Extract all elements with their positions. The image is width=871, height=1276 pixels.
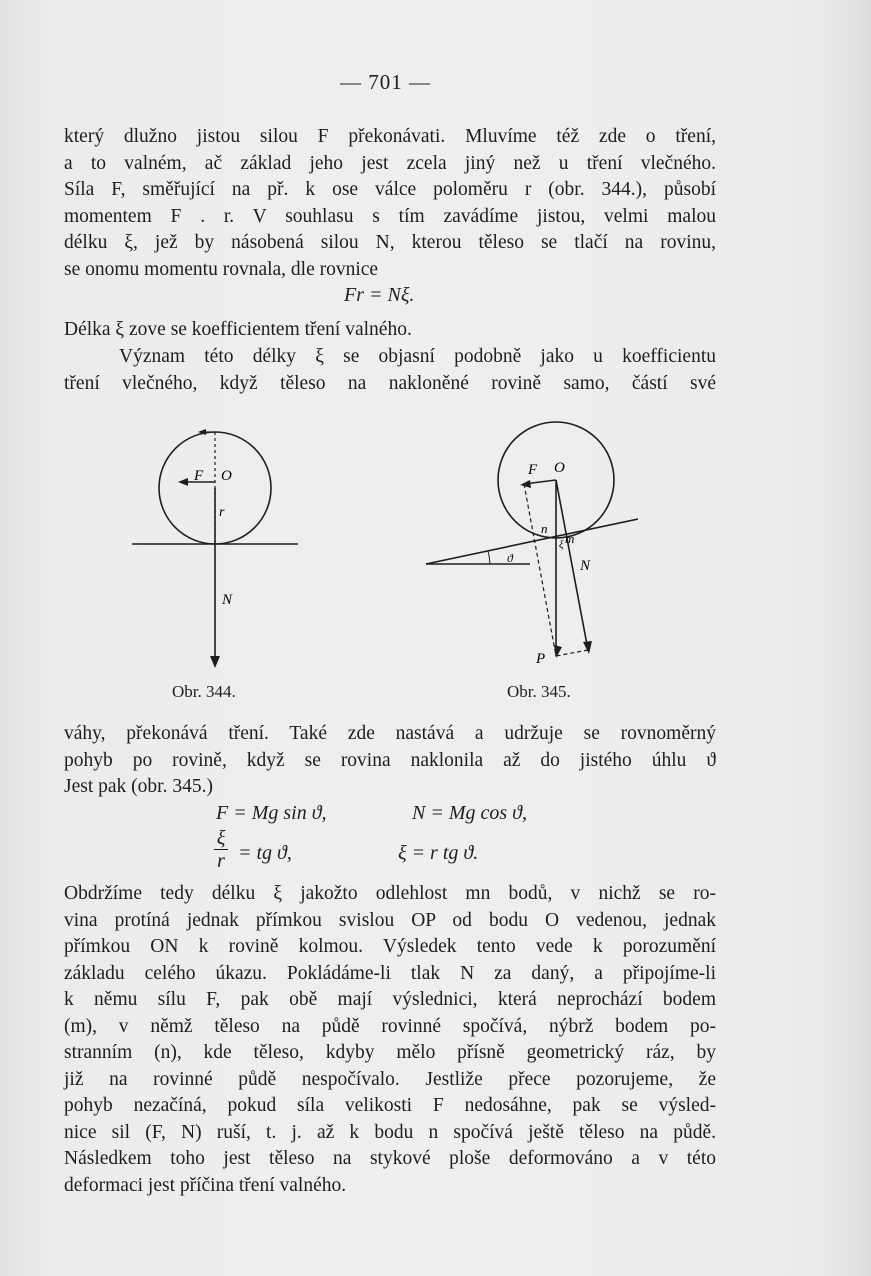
label-r: r: [219, 505, 225, 520]
paragraph-3: [64, 344, 716, 397]
caption-344: Obr. 344.: [172, 682, 236, 701]
figure-345: [420, 418, 650, 680]
paragraph-5: [64, 881, 716, 1199]
figure-344: [120, 418, 310, 680]
fraction-denominator: r: [217, 850, 225, 872]
fraction-xi-over-r: [214, 828, 228, 871]
label-o: O: [221, 468, 232, 484]
label-f: F: [194, 468, 204, 484]
equation-xi: ξ = r tg ϑ.: [398, 842, 479, 864]
equation-n: N = Mg cos ϑ,: [412, 802, 527, 824]
text-line: Obdržíme tedy délku ξ jakožto odlehlost mn bodů, v nichž se ro-: [64, 883, 716, 904]
label-theta: ϑ: [507, 551, 513, 565]
label-f: F: [528, 462, 538, 478]
text-line: vina protíná jednak přímkou svislou OP od bodu O vedenou, jednak: [64, 909, 716, 931]
resultant-dashed: [524, 484, 556, 656]
fraction-numerator: ξ: [216, 827, 226, 849]
text-line: stranním (n), kde těleso, kdyby mělo přísně geometrický ráz, by: [64, 1042, 716, 1063]
text-line: Význam této délky ξ se objasní podobně jako u koefficientu: [119, 346, 716, 367]
text-line: se onomu momentu rovnala, dle rovnice: [64, 258, 379, 280]
arrow-n-icon: [583, 641, 592, 654]
arrow-f-icon: [520, 480, 531, 488]
text-line: k němu sílu F, pak obě mají výslednici, která neprochází bodem: [64, 989, 716, 1010]
text-line: délku ξ, jež by násobená silou N, kterou těleso se tlačí na rovinu,: [64, 232, 716, 253]
label-n: N: [222, 592, 233, 608]
text-line: nice sil (F, N) ruší, t. j. až k bodu n spočívá ještě těleso na půdě.: [64, 1121, 716, 1143]
text-line: pohyb nezačíná, pokud síla velikosti F nedosáhne, pak se výsled-: [64, 1095, 716, 1116]
label-xi: ξ: [559, 539, 564, 551]
text-line: váhy, překonává tření. Také zde nastává a udržuje se rovnoměrný: [64, 723, 716, 744]
text-line: Následkem toho jest těleso na stykové ploše deformováno a v této: [64, 1148, 716, 1169]
text-line: již na rovinné půdě nespočívalo. Jestliže přece pozorujeme, že: [64, 1068, 716, 1090]
text-line: základu celého úkazu. Pokládáme-li tlak N za daný, a připojíme-li: [64, 962, 716, 984]
paragraph-4: [64, 721, 716, 801]
text-line: který dlužno jistou silou F překonávati. Mluvíme též zde o tření,: [64, 126, 716, 147]
label-o: O: [554, 460, 565, 476]
label-p: P: [536, 651, 546, 667]
label-n-point: n: [541, 521, 548, 536]
text-line: tření vlečného, když těleso na nakloněné rovině samo, částí své: [64, 372, 716, 394]
paragraph-1: [64, 124, 716, 283]
text-line: momentem F . r. V souhlasu s tím zavádíme jistou, velmi malou: [64, 205, 716, 227]
caption-345: Obr. 345.: [507, 682, 571, 701]
text-line: pohyb po rovině, když se rovina naklonila až do jistého úhlu ϑ: [64, 749, 716, 771]
text-line: Síla F, směřující na př. k ose válce poloměru r (obr. 344.), působí: [64, 179, 716, 200]
page-number: — 701 —: [340, 70, 431, 94]
label-m-point: m: [565, 531, 575, 546]
text-line: přímkou ON k rovině kolmou. Výsledek tento vede k porozumění: [64, 936, 716, 957]
text-line: a to valném, ač základ jeho jest zcela jiný než u tření vlečného.: [64, 152, 716, 174]
paragraph-2: [64, 317, 716, 344]
text-line: Jest pak (obr. 345.): [64, 776, 213, 797]
parallelogram-dashed: [556, 650, 588, 656]
text-line: (m), v němž těleso na půdě rovinné spočívá, nýbrž bodem po-: [64, 1015, 716, 1037]
equation-fr-n-xi: Fr = Nξ.: [344, 284, 415, 306]
label-n-force: N: [580, 558, 591, 574]
text-line: deformaci jest příčina tření valného.: [64, 1174, 347, 1196]
angle-arc: [488, 551, 490, 564]
equation-f: F = Mg sin ϑ,: [216, 802, 327, 824]
equation-tg: = tg ϑ,: [238, 842, 292, 864]
arrow-left-icon: [178, 478, 188, 486]
arrow-down-icon: [210, 656, 220, 668]
text-line: Délka ξ zove se koefficientem tření valného.: [64, 319, 412, 340]
